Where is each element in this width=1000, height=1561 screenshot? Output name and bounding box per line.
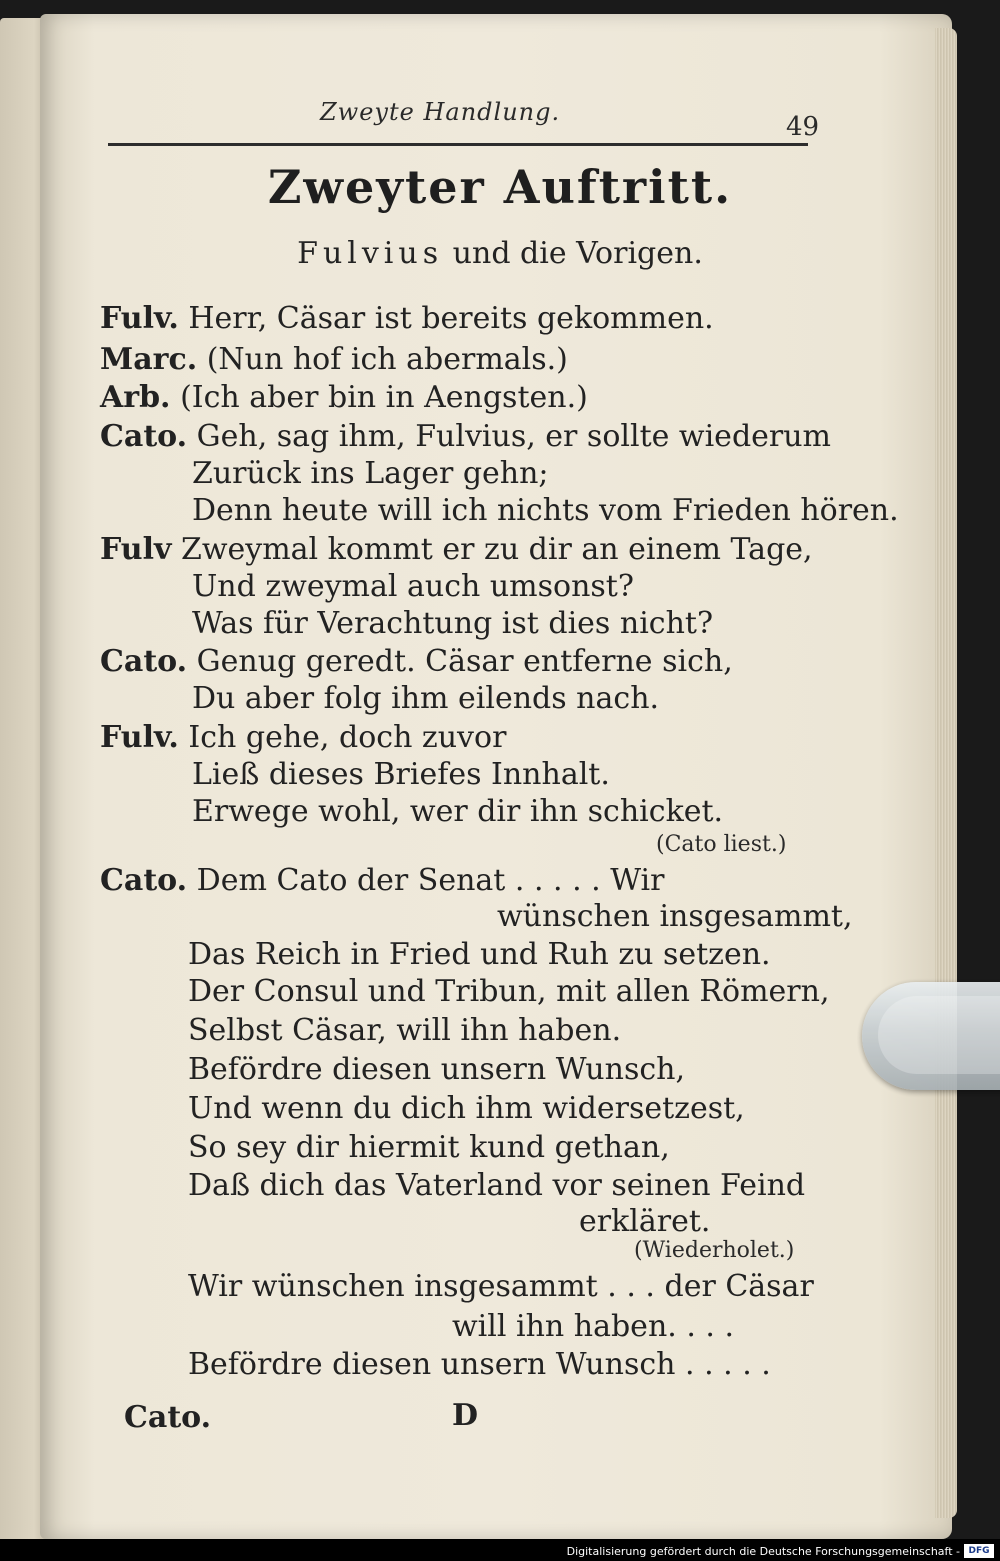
dialogue-line: [188, 1130, 670, 1165]
dialogue-line: [192, 757, 610, 792]
speaker: Arb.: [100, 380, 171, 415]
page-number: 49: [786, 112, 820, 142]
speaker: Fulv: [100, 532, 172, 567]
line-text: Und zweymal auch umsonst?: [192, 569, 634, 604]
dialogue-line: [192, 606, 714, 641]
dialogue-line: [188, 1168, 806, 1203]
speaker: Cato.: [100, 863, 188, 898]
dialogue-line: [188, 974, 830, 1009]
line-text: Befördre diesen unsern Wunsch . . . . .: [188, 1347, 771, 1382]
line-text: So sey dir hiermit kund gethan,: [188, 1130, 670, 1165]
line-text: Ließ dieses Briefes Innhalt.: [192, 757, 610, 792]
line-text: Daß dich das Vaterland vor seinen Feind: [188, 1168, 806, 1203]
header-rule: [108, 143, 808, 146]
dialogue-line: [192, 456, 549, 491]
line-text: (Cato liest.): [656, 832, 787, 857]
dialogue-line: [100, 419, 832, 454]
dialogue-line: [100, 532, 813, 567]
stage-direction: [634, 1240, 794, 1262]
dialogue-line: [452, 1309, 735, 1344]
line-text: wünschen insgesammt,: [497, 899, 853, 934]
dialogue-line: [188, 1052, 686, 1087]
dialogue-line: [100, 342, 568, 377]
dialogue-line: [100, 644, 733, 679]
line-text: Der Consul und Tribun, mit allen Römern,: [188, 974, 830, 1009]
dialogue-line: [188, 1091, 745, 1126]
line-text: Geh, sag ihm, Fulvius, er sollte wiederum: [196, 419, 832, 454]
speaker: Cato.: [100, 644, 188, 679]
dialogue-line: [100, 301, 714, 336]
line-text: Das Reich in Fried und Ruh zu setzen.: [188, 937, 771, 972]
line-text: Was für Verachtung ist dies nicht?: [192, 606, 714, 641]
line-text: Selbst Cäsar, will ihn haben.: [188, 1013, 622, 1048]
running-head: Zweyte Handlung.: [320, 98, 561, 126]
line-text: Genug geredt. Cäsar entferne sich,: [196, 644, 733, 679]
stage-direction: [656, 834, 786, 856]
line-text: will ihn haben. . . .: [452, 1309, 735, 1344]
line-text: Befördre diesen unsern Wunsch,: [188, 1052, 686, 1087]
speaker: Cato.: [100, 419, 188, 454]
dialogue-line: [188, 937, 771, 972]
footer-bar: [0, 1539, 1000, 1561]
signature-mark: D: [452, 1398, 479, 1433]
dialogue-line: [188, 1013, 622, 1048]
dialogue-line: [188, 1347, 771, 1382]
line-text: Und wenn du dich ihm widersetzest,: [188, 1091, 745, 1126]
line-text: Wir wünschen insgesammt . . . der Cäsar: [188, 1269, 814, 1304]
dialogue-line: [192, 794, 724, 829]
dialogue-line: [192, 493, 899, 528]
dialogue-line: [192, 569, 634, 604]
speaker: Fulv.: [100, 301, 179, 336]
line-text: Ich gehe, doch zuvor: [188, 720, 507, 755]
dialogue-line: [188, 1269, 814, 1304]
dfg-logo: DFG: [964, 1544, 994, 1558]
line-text: Erwege wohl, wer dir ihn schicket.: [192, 794, 724, 829]
line-text: Denn heute will ich nichts vom Frieden hören.: [192, 493, 899, 528]
dialogue-line: [579, 1204, 711, 1239]
line-text: Herr, Cäsar ist bereits gekommen.: [188, 301, 714, 336]
speaker: Fulv.: [100, 720, 179, 755]
funding-credit: Digitalisierung gefördert durch die Deutsche Forschungsgemeinschaft -: [566, 1545, 960, 1558]
dialogue-line: [100, 720, 507, 755]
line-text: (Wiederholet.): [634, 1238, 795, 1263]
line-text: Zweymal kommt er zu dir an einem Tage,: [180, 532, 813, 567]
speaker: Marc.: [100, 342, 198, 377]
dialogue-line: [100, 863, 665, 898]
dialogue-line: [497, 899, 853, 934]
persons-name: Fulvius: [297, 236, 444, 271]
scene-title: Zweyter Auftritt.: [267, 160, 733, 214]
line-text: Dem Cato der Senat . . . . . Wir: [196, 863, 665, 898]
persons-rest: und die Vorigen.: [452, 236, 703, 271]
catchword: Cato.: [124, 1400, 212, 1435]
line-text: erkläret.: [579, 1204, 711, 1239]
line-text: (Ich aber bin in Aengsten.): [180, 380, 588, 415]
dialogue-line: [192, 681, 660, 716]
page-clip-highlight: [878, 996, 1000, 1074]
line-text: (Nun hof ich abermals.): [206, 342, 568, 377]
line-text: Du aber folg ihm eilends nach.: [192, 681, 660, 716]
dialogue-line: [100, 380, 588, 415]
dramatis-personae: [0, 236, 1000, 271]
line-text: Zurück ins Lager gehn;: [192, 456, 549, 491]
